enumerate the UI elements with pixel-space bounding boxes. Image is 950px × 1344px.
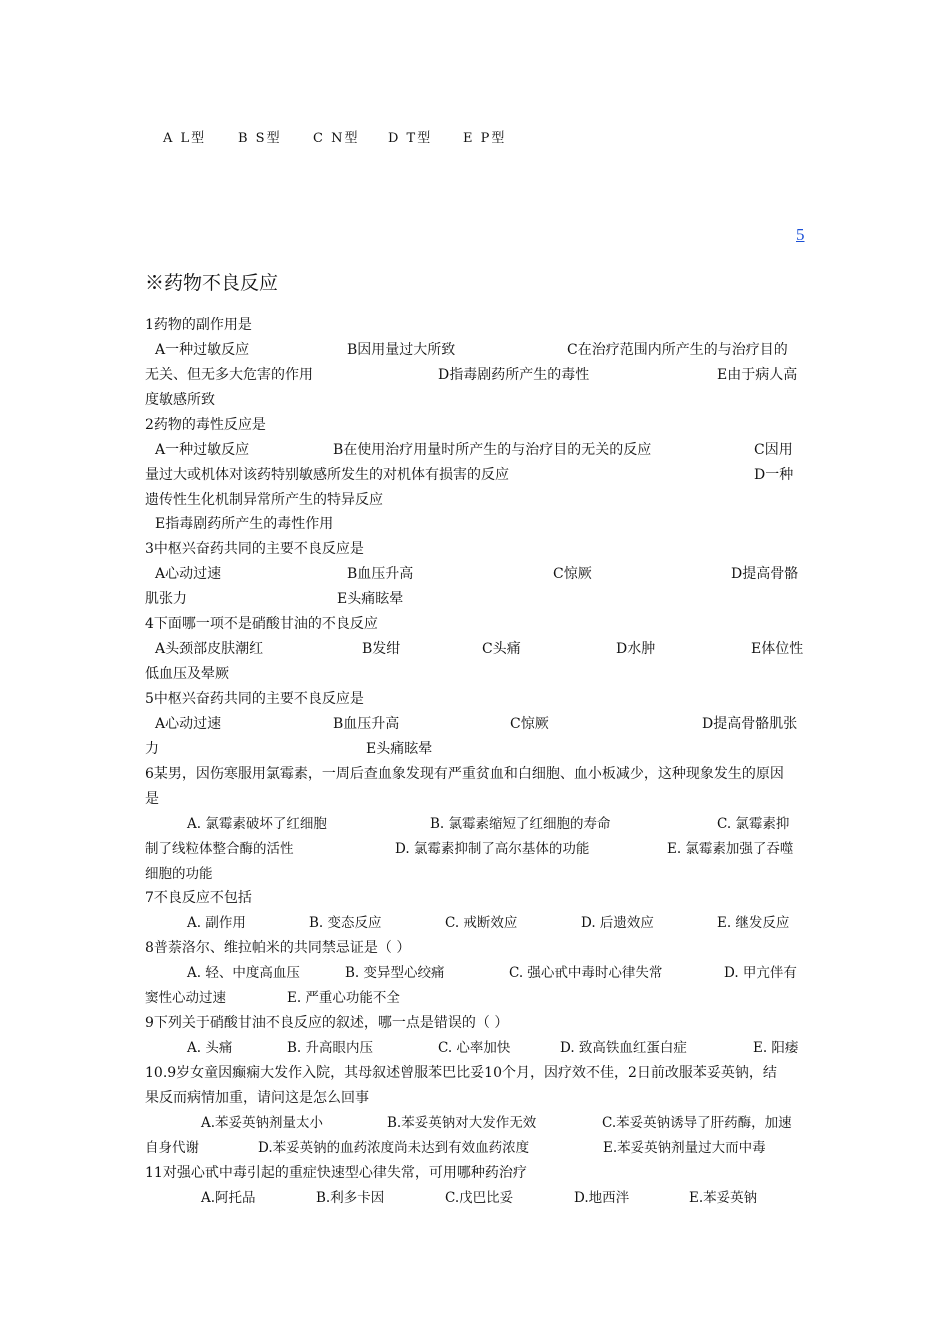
question-9-stem: 9下列关于硝酸甘油不良反应的叙述，哪一点是错误的（ ） — [145, 1015, 509, 1031]
page-number-link[interactable]: 5 — [796, 225, 805, 244]
q6-option-a: A. 氯霉素破坏了红细胞 — [187, 816, 327, 832]
q11-option-d: D.地西泮 — [574, 1190, 630, 1206]
question-11-stem: 11对强心甙中毒引起的重症快速型心律失常，可用哪种药治疗 — [145, 1165, 527, 1181]
q4-option-e-cont: 低血压及晕厥 — [145, 666, 229, 682]
option-top-e: E P型 — [463, 131, 507, 146]
q2-option-c: C因用 — [754, 442, 793, 458]
q5-option-a: A心动过速 — [155, 716, 222, 732]
q2-option-e: E指毒剧药所产生的毒性作用 — [155, 516, 334, 532]
q2-option-d: D一种 — [754, 467, 794, 483]
q1-option-c: C在治疗范围内所产生的与治疗目的 — [567, 342, 788, 358]
q6-option-d: D. 氯霉素抑制了高尔基体的功能 — [395, 841, 590, 857]
q1-option-e: E由于病人高 — [717, 367, 798, 383]
option-top-a: A L型 — [163, 131, 207, 146]
option-top-d: D T型 — [388, 131, 433, 146]
q3-option-d-cont: 肌张力 — [145, 591, 187, 607]
q8-option-c: C. 强心甙中毒时心律失常 — [509, 965, 663, 981]
q6-option-c: C. 氯霉素抑 — [717, 816, 790, 832]
q5-option-d: D提高骨骼肌张 — [702, 716, 798, 732]
question-1-stem: 1药物的副作用是 — [145, 317, 252, 333]
q10-option-c: C.苯妥英钠诱导了肝药酶，加速 — [602, 1115, 792, 1131]
q4-option-a: A头颈部皮肤潮红 — [155, 641, 264, 657]
q9-option-d: D. 致高铁血红蛋白症 — [560, 1040, 687, 1056]
question-7-stem: 7不良反应不包括 — [145, 890, 252, 906]
section-title: ※药物不良反应 — [145, 272, 279, 294]
q5-option-d-cont: 力 — [145, 741, 159, 757]
q3-option-c: C惊厥 — [553, 566, 592, 582]
q1-option-b: B因用量过大所致 — [347, 342, 456, 358]
q4-option-c: C头痛 — [482, 641, 521, 657]
q4-option-e: E体位性 — [751, 641, 804, 657]
q2-option-d-cont: 遗传性生化机制异常所产生的特异反应 — [145, 492, 383, 508]
q8-option-d: D. 甲亢伴有 — [724, 965, 797, 981]
question-6-stem: 6某男，因伤寒服用氯霉素，一周后查血象发现有严重贫血和白细胞、血小板减少，这种现象发生的原因 — [145, 766, 784, 782]
q6-option-e-cont: 细胞的功能 — [145, 866, 213, 882]
question-8-stem: 8普萘洛尔、维拉帕米的共同禁忌证是（ ） — [145, 940, 411, 956]
question-4-stem: 4下面哪一项不是硝酸甘油的不良反应 — [145, 616, 378, 632]
q7-option-e: E. 继发反应 — [717, 915, 790, 931]
q3-option-d: D提高骨骼 — [731, 566, 799, 582]
q6-option-b: B. 氯霉素缩短了红细胞的寿命 — [430, 816, 611, 832]
q11-option-e: E.苯妥英钠 — [689, 1190, 758, 1206]
q8-option-a: A. 轻、中度高血压 — [187, 965, 300, 981]
q2-option-b: B在使用治疗用量时所产生的与治疗目的无关的反应 — [333, 442, 652, 458]
q10-option-e: E.苯妥英钠剂量过大而中毒 — [603, 1140, 766, 1156]
q10-option-a: A.苯妥英钠剂量太小 — [201, 1115, 324, 1131]
q10-option-b: B.苯妥英钠对大发作无效 — [387, 1115, 537, 1131]
option-top-b: B S型 — [238, 131, 282, 146]
q6-option-e: E. 氯霉素加强了吞噬 — [667, 841, 794, 857]
q3-option-a: A心动过速 — [155, 566, 222, 582]
question-6-stem-cont: 是 — [145, 791, 159, 807]
q2-option-a: A一种过敏反应 — [155, 442, 250, 458]
q1-option-c-cont: 无关、但无多大危害的作用 — [145, 367, 313, 383]
q8-option-b: B. 变异型心绞痛 — [345, 965, 445, 981]
q8-option-e: E. 严重心功能不全 — [287, 990, 400, 1006]
q7-option-a: A. 副作用 — [187, 915, 246, 931]
q6-option-c-cont: 制了线粒体整合酶的活性 — [145, 841, 294, 857]
q1-option-e-cont: 度敏感所致 — [145, 392, 215, 408]
q11-option-a: A.阿托品 — [201, 1190, 256, 1206]
question-2-stem: 2药物的毒性反应是 — [145, 417, 266, 433]
question-10-stem: 10.9岁女童因癫痫大发作入院，其母叙述曾服苯巴比妥10个月，因疗效不佳，2日前改服苯妥英钠，结 — [145, 1065, 777, 1081]
q9-option-c: C. 心率加快 — [438, 1040, 511, 1056]
q5-option-b: B血压升高 — [333, 716, 400, 732]
question-5-stem: 5中枢兴奋药共同的主要不良反应是 — [145, 691, 364, 707]
q4-option-b: B发绀 — [362, 641, 401, 657]
q11-option-c: C.戊巴比妥 — [445, 1190, 514, 1206]
q10-option-c-cont: 自身代谢 — [145, 1140, 199, 1156]
q9-option-a: A. 头痛 — [187, 1040, 233, 1056]
q3-option-e: E头痛眩晕 — [337, 591, 404, 607]
q5-option-c: C惊厥 — [510, 716, 549, 732]
option-top-c: C N型 — [313, 131, 360, 146]
q1-option-d: D指毒剧药所产生的毒性 — [438, 367, 590, 383]
q4-option-d: D水肿 — [616, 641, 656, 657]
q10-option-d: D.苯妥英钠的血药浓度尚未达到有效血药浓度 — [258, 1140, 530, 1156]
q2-option-c-cont: 量过大或机体对该药特别敏感所发生的对机体有损害的反应 — [145, 467, 509, 483]
q11-option-b: B.利多卡因 — [316, 1190, 385, 1206]
q1-option-a: A一种过敏反应 — [155, 342, 250, 358]
q5-option-e: E头痛眩晕 — [366, 741, 433, 757]
q3-option-b: B血压升高 — [347, 566, 414, 582]
q9-option-e: E. 阳痿 — [753, 1040, 799, 1056]
q9-option-b: B. 升高眼内压 — [287, 1040, 374, 1056]
question-3-stem: 3中枢兴奋药共同的主要不良反应是 — [145, 541, 364, 557]
q7-option-d: D. 后遗效应 — [581, 915, 654, 931]
question-10-stem-cont: 果反而病情加重，请问这是怎么回事 — [145, 1090, 369, 1106]
q7-option-c: C. 戒断效应 — [445, 915, 518, 931]
q7-option-b: B. 变态反应 — [309, 915, 382, 931]
q8-option-d-cont: 窦性心动过速 — [145, 990, 226, 1006]
